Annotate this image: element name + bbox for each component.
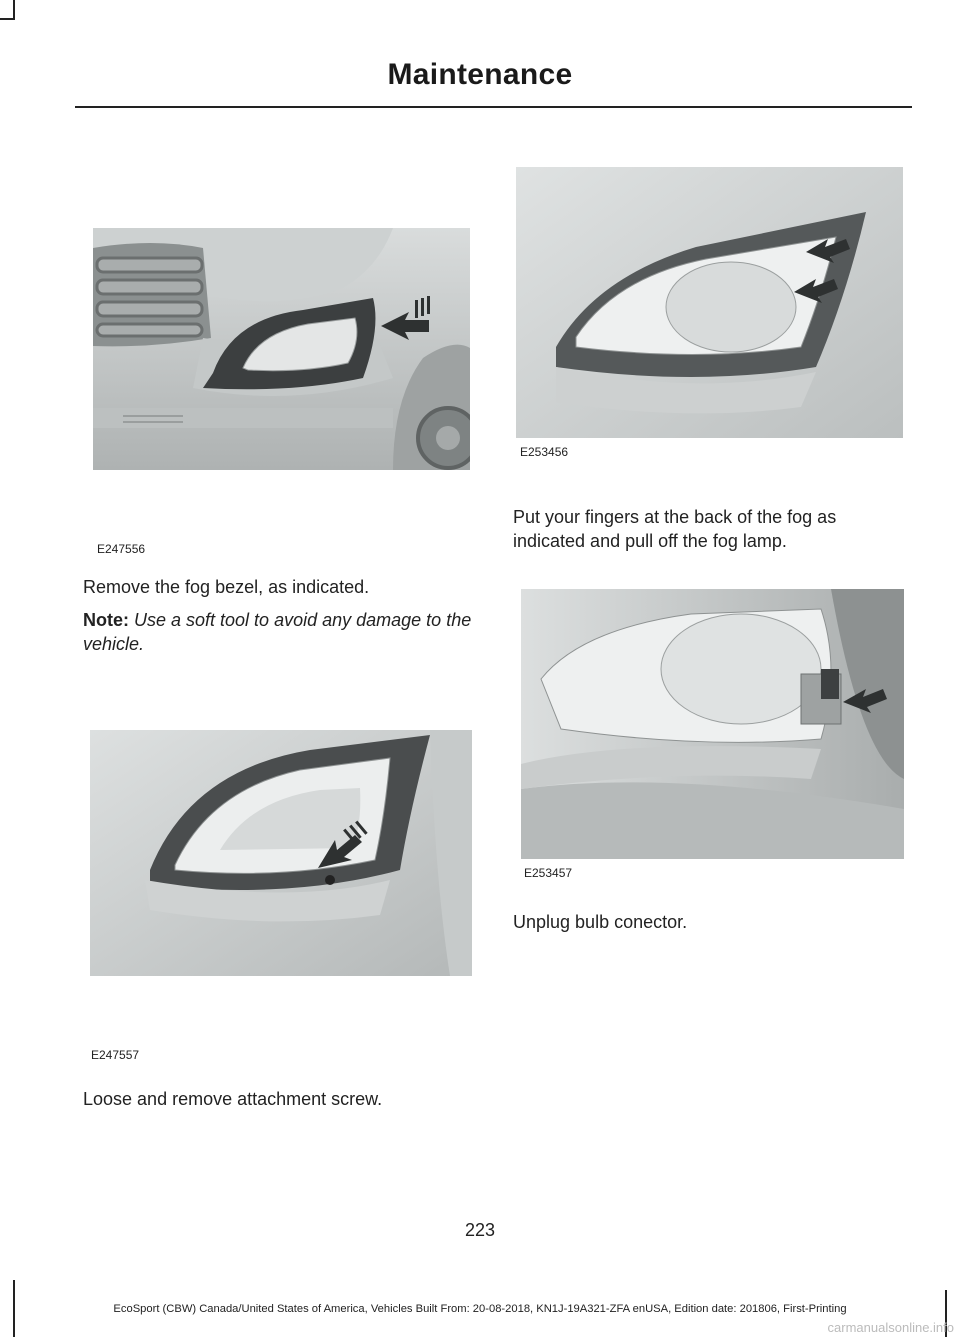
crop-mark-top-left: [13, 0, 15, 20]
figure-fog-bezel: [93, 228, 470, 470]
figure-ref-2: E247557: [91, 1048, 140, 1062]
crop-mark-top-left-h: [0, 18, 15, 20]
instruction-remove-bezel: Remove the fog bezel, as indicated.: [83, 577, 370, 597]
figure-ref-4: E253457: [524, 866, 573, 880]
figure-bulb-connector: [521, 589, 904, 859]
note-text: Use a soft tool to avoid any damage to the vehicle.: [83, 610, 472, 654]
note: [83, 608, 483, 656]
page-number: 223: [464, 1220, 496, 1240]
instruction-remove-screw: Loose and remove attachment screw.: [83, 1089, 383, 1109]
page-title: Maintenance: [387, 58, 573, 91]
figure-fog-lamp-back: [516, 167, 903, 438]
watermark: carmanualsonline.info: [827, 1320, 954, 1335]
figure-attachment-screw: [90, 730, 472, 976]
figure-ref-3: E253456: [520, 445, 569, 459]
instruction-unplug-bulb: Unplug bulb conector.: [513, 912, 688, 932]
note-label: Note:: [83, 610, 129, 630]
instruction-pull-fog-lamp: Put your fingers at the back of the fog as indicated and pull off the fog lamp.: [513, 507, 837, 551]
figure-ref-1: E247556: [97, 542, 146, 556]
header-divider: [75, 106, 912, 108]
footer-info: EcoSport (CBW) Canada/United States of America, Vehicles Built From: 20-08-2018, KN1J-19A321-ZFA enUSA, Edition date: 201806, First-Printing: [113, 1303, 847, 1315]
